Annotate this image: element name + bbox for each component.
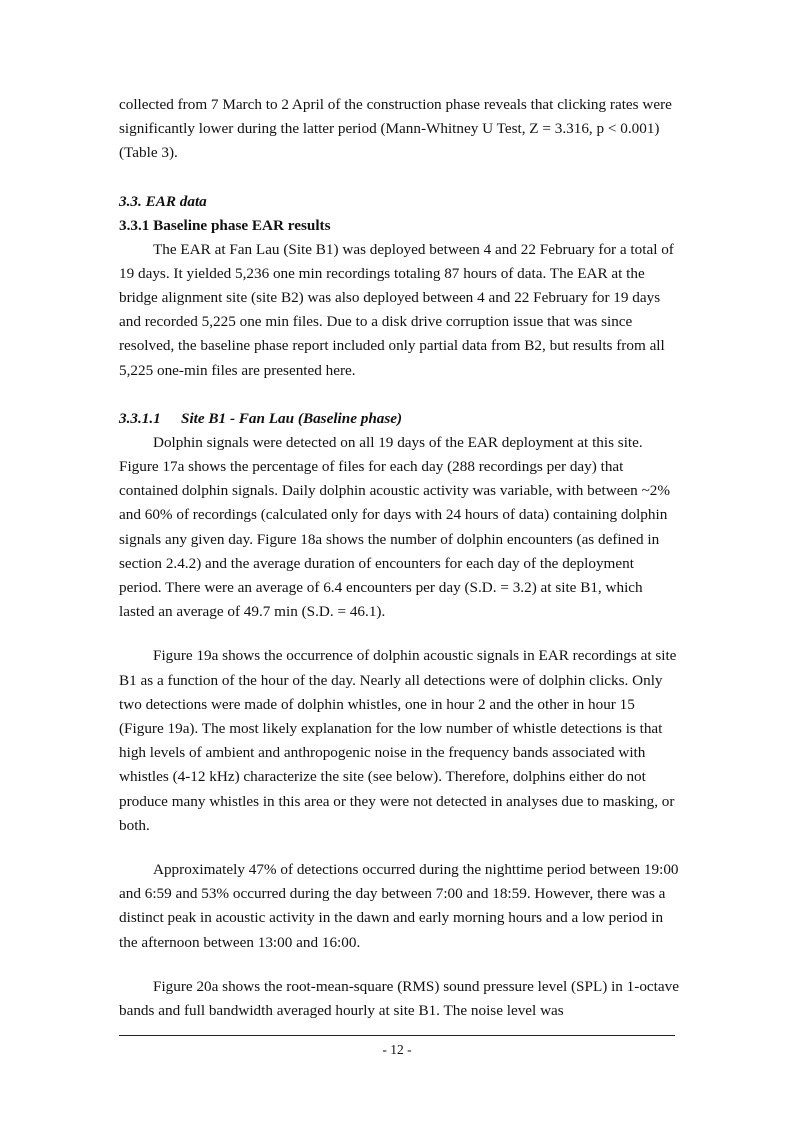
page-number: - 12 -: [382, 1042, 412, 1057]
document-page: [119, 93, 679, 1023]
section-title: Site B1 - Fan Lau (Baseline phase): [181, 409, 403, 427]
spacer: [119, 838, 679, 858]
body-paragraph: Approximately 47% of detections occurred during the nighttime period between 19:00 and 6:59 and 53% occurred during the day between 7:00 and 18:59. However, there was a distinct peak in acoustic activity in the dawn and early morning hours and a low period in the afternoon between 13:00 and 16:00.: [119, 861, 679, 951]
spacer: [119, 383, 679, 407]
spacer: [119, 624, 679, 644]
section-heading-3-3-1-1: [119, 407, 679, 431]
section-heading-3-3: 3.3. EAR data: [119, 192, 207, 210]
spacer: [119, 955, 679, 975]
spacer: [119, 166, 679, 190]
baseline-results-paragraph: The EAR at Fan Lau (Site B1) was deployed between 4 and 22 February for a total of 19 days. It yielded 5,236 one min recordings totaling 87 hours of data. The EAR at the bridge alignment site (site B2) was also deployed between 4 and 22 February for 19 days and recorded 5,225 one min files. Due to a disk drive corruption issue that was since resolved, the baseline phase report included only partial data from B2, but results from all 5,225 one-min files are presented here.: [119, 240, 674, 379]
section-heading-3-3-1: 3.3.1 Baseline phase EAR results: [119, 216, 331, 234]
body-paragraph: Figure 19a shows the occurrence of dolphin acoustic signals in EAR recordings at site B1 as a function of the hour of the day. Nearly all detections were of dolphin clicks. Only two detections were made of dolphin whistles, one in hour 2 and the other in hour 15 (Figure 19a). The most likely explanation for the low number of whistle detections is that high levels of ambient and anthropogenic noise in the frequency bands associated with whistles (4-12 kHz) characterize the site (see below). Therefore, dolphins either do not produce many whistles in this area or they were not detected in analyses due to masking, or both.: [119, 647, 677, 834]
body-paragraph: Figure 20a shows the root-mean-square (RMS) sound pressure level (SPL) in 1-octave bands and full bandwidth averaged hourly at site B1. The noise level was: [119, 977, 679, 1020]
footer-divider: [119, 1035, 675, 1036]
intro-paragraph: collected from 7 March to 2 April of the construction phase reveals that clicking rates were significantly lower during the latter period (Mann-Whitney U Test, Z = 3.316, p < 0.001) (Table 3).: [119, 96, 672, 162]
body-paragraph: Dolphin signals were detected on all 19 days of the EAR deployment at this site. Figure 17a shows the percentage of files for each day (288 recordings per day) that contained dolphin signals. Daily dolphin acoustic activity was variable, with between ~2% and 60% of recordings (calculated only for days with 24 hours of data) containing dolphin signals any given day. Figure 18a shows the number of dolphin encounters (as defined in section 2.4.2) and the average duration of encounters for each day of the deployment period. There were an average of 6.4 encounters per day (S.D. = 3.2) at site B1, which lasted an average of 49.7 min (S.D. = 46.1).: [119, 433, 671, 621]
section-number: 3.3.1.1: [119, 409, 161, 427]
